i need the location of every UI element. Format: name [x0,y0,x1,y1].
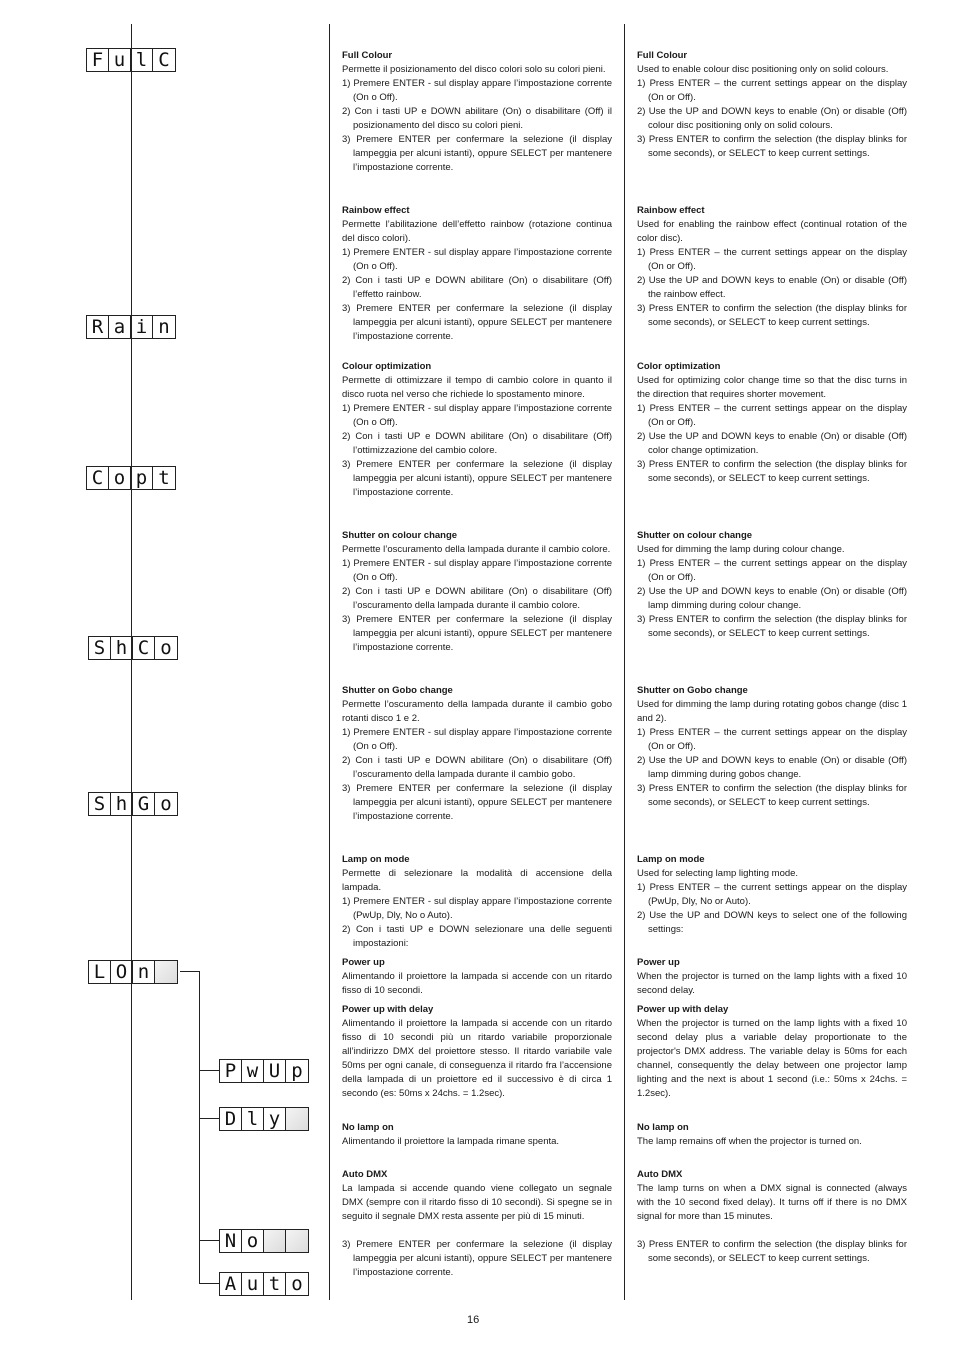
display-char: w [242,1060,264,1082]
display-fulc [86,48,176,72]
option-text: When the projector is turned on the lamp lights with a fixed 10 second delay plus a variable delay proportionate to the projector's DMX address. The variable delay is 50ms for each channel, consequently the delay between one projector lamp lighting and the next is about 1 second (i.e.: 50ms x 24chs. = 1.2sec). [637,1018,907,1099]
section-shutter-gobo-en [637,684,907,810]
option-text: Alimentando il proiettore la lampada si accende con un ritardo fisso di 10 secondi. [342,971,612,996]
section-intro: Used for dimming the lamp during colour change. [637,544,845,555]
section-title: Shutter on colour change [637,530,753,541]
step-3: 3) Press ENTER to confirm the selection (the display blinks for some seconds), or SELECT to keep current settings. [637,783,907,808]
branch-no [199,1240,219,1241]
section-lamp-on-it [342,853,612,951]
display-pwup [219,1059,309,1083]
step-3: 3) Premere ENTER per confermare la selezione (il display lampeggia per alcuni istanti), oppure SELECT per mantenere l’impostazione corrente. [342,614,612,653]
option-pwup-en [637,956,907,998]
section-intro: Permette l’oscuramento della lampada durante il cambio colore. [342,544,611,555]
section-shutter-colour-en [637,529,907,641]
section-title: Rainbow effect [637,205,705,216]
display-char: o [109,467,131,489]
step-3-lamp-it [342,1238,612,1280]
section-title: Full Colour [342,50,393,61]
branch-auto [199,1283,219,1284]
display-char: o [160,637,172,659]
step-3: 3) Premere ENTER per confermare la selezione (il display lampeggia per alcuni istanti), oppure SELECT per mantenere l’impostazione corrente. [342,783,612,822]
section-full-colour-it [342,49,612,175]
display-char: l [242,1108,264,1130]
section-title: Color optimization [637,361,721,372]
display-char: n [158,316,170,338]
section-title: Shutter on colour change [342,530,458,541]
step-1: 1) Press ENTER – the current settings appear on the display (On or Off). [637,78,907,103]
column-divider-right [624,24,625,1300]
display-copt [86,466,176,490]
display-char: A [220,1273,242,1295]
section-intro: Used for enabling the rainbow effect (continual rotation of the color disc). [637,219,907,244]
step-2: 2) Use the UP and DOWN keys to enable (On) or disable (Off) lamp dimming during gobos change. [637,755,907,780]
display-char: u [242,1273,264,1295]
display-char: D [220,1108,242,1130]
step-1: 1) Premere ENTER - sul display appare l’impostazione corrente (On o Off). [342,247,612,272]
display-char [264,1230,286,1252]
display-char: U [264,1060,286,1082]
step-1: 1) Premere ENTER - sul display appare l’impostazione corrente (On o Off). [342,558,612,583]
display-char: S [89,793,111,815]
section-intro: Used to enable colour disc positioning only on solid colours. [637,64,889,75]
option-auto-en [637,1168,907,1224]
step-1: 1) Premere ENTER - sul display appare l’impostazione corrente (On o Off). [342,403,612,428]
menu-tree-trunk [131,24,132,1300]
option-title: Auto DMX [342,1169,388,1180]
display-char [286,1108,308,1130]
option-auto-it [342,1168,612,1224]
display-char: u [109,49,131,71]
step-3-lamp-en [637,1238,907,1266]
branch-dly [199,1118,219,1119]
section-title: Rainbow effect [342,205,410,216]
section-colour-opt-it [342,360,612,500]
step-1: 1) Premere ENTER - sul display appare l’impostazione corrente (On o Off). [342,78,612,103]
section-shutter-gobo-it [342,684,612,824]
display-char: t [264,1273,286,1295]
section-title: Shutter on Gobo change [342,685,453,696]
option-text: Alimentando il proiettore la lampada rimane spenta. [342,1136,560,1147]
step-1: 1) Press ENTER – the current settings appear on the display (On or Off). [637,727,907,752]
section-title: Shutter on Gobo change [637,685,748,696]
section-title: Lamp on mode [637,854,705,865]
option-text: The lamp remains off when the projector is turned on. [637,1136,862,1147]
step-1: 1) Press ENTER – the current settings appear on the display (On or Off). [637,558,907,583]
display-char [155,961,177,983]
display-char: p [131,467,153,489]
display-char: S [89,637,111,659]
option-title: Power up [637,957,680,968]
option-no-en [637,1121,907,1149]
display-char [286,1230,308,1252]
step-2: 2) Con i tasti UP e DOWN selezionare una delle seguenti impostazioni: [342,924,612,949]
step-1: 1) Premere ENTER - sul display appare l’impostazione corrente (PwUp, Dly, No o Auto). [342,896,612,921]
display-char: o [291,1273,303,1295]
step-3: 3) Premere ENTER per confermare la selezione (il display lampeggia per alcuni istanti), oppure SELECT per mantenere l’impostazione corrente. [342,303,612,342]
section-intro: Permette l’abilitazione dell’effetto rainbow (rotazione continua del disco colori). [342,219,612,244]
display-shco [88,636,178,660]
display-char: R [87,316,109,338]
display-char: t [158,467,170,489]
display-char: p [291,1060,303,1082]
display-char: a [109,316,131,338]
step-2: 2) Con i tasti UP e DOWN abilitare (On) o disabilitare (Off) il posizionamento del disco su colori pieni. [342,106,612,131]
option-pwup-it [342,956,612,998]
section-lamp-on-en [637,853,907,937]
section-intro: Used for selecting lamp lighting mode. [637,868,799,879]
step-1: 1) Press ENTER – the current settings appear on the display (PwUp, Dly, No or Auto). [637,882,907,907]
option-no-it [342,1121,612,1149]
step-2: 2) Con i tasti UP e DOWN abilitare (On) o disabilitare (Off) l’effetto rainbow. [342,275,612,300]
step-3: 3) Press ENTER to confirm the selection (the display blinks for some seconds), or SELECT to keep current settings. [637,459,907,484]
option-title: Power up with delay [342,1004,434,1015]
section-intro: Permette l’oscuramento della lampada durante il cambio gobo rotanti disco 1 e 2. [342,699,612,724]
display-char: C [133,637,155,659]
display-char: N [220,1230,242,1252]
display-char: C [87,467,109,489]
display-char: l [131,49,153,71]
section-rainbow-it [342,204,612,344]
section-full-colour-en [637,49,907,161]
display-no [219,1229,309,1253]
display-lon [88,960,178,984]
display-char: G [133,793,155,815]
option-dly-it [342,1003,612,1101]
option-title: No lamp on [637,1122,689,1133]
step-2: 2) Con i tasti UP e DOWN abilitare (On) o disabilitare (Off) l’oscuramento della lampada durante il cambio colore. [342,586,612,611]
display-auto [219,1272,309,1296]
option-text: When the projector is turned on the lamp lights with a fixed 10 second delay. [637,971,907,996]
section-intro: Permette di ottimizzare il tempo di cambio colore in quanto il disco ruota nel verso che richiede lo spostamento minore. [342,375,612,400]
section-colour-opt-en [637,360,907,486]
step-2: 2) Con i tasti UP e DOWN abilitare (On) o disabilitare (Off) l’oscuramento della lampada durante il cambio gobo. [342,755,612,780]
step-3: 3) Premere ENTER per confermare la selezione (il display lampeggia per alcuni istanti), oppure SELECT per mantenere l’impostazione corrente. [342,134,612,173]
section-title: Colour optimization [342,361,432,372]
option-title: No lamp on [342,1122,394,1133]
step-3: 3) Press ENTER to confirm the selection (the display blinks for some seconds), or SELECT to keep current settings. [637,1239,907,1264]
step-1: 1) Press ENTER – the current settings appear on the display (On or Off). [637,403,907,428]
option-dly-en [637,1003,907,1101]
lamp-branch-connector [180,971,200,972]
option-title: Power up with delay [637,1004,729,1015]
step-2: 2) Use the UP and DOWN keys to select one of the following settings: [637,910,907,935]
step-3: 3) Premere ENTER per confermare la selezione (il display lampeggia per alcuni istanti), oppure SELECT per mantenere l’impostazione corrente. [342,459,612,498]
display-shgo [88,792,178,816]
display-char: C [158,49,170,71]
step-3: 3) Press ENTER to confirm the selection (the display blinks for some seconds), or SELECT to keep current settings. [637,614,907,639]
step-2: 2) Use the UP and DOWN keys to enable (On) or disable (Off) color change optimization. [637,431,907,456]
page-number: 16 [467,1314,480,1326]
step-1: 1) Premere ENTER - sul display appare l’impostazione corrente (On o Off). [342,727,612,752]
display-char: o [160,793,172,815]
display-char: O [111,961,133,983]
display-char: F [87,49,109,71]
display-char: i [131,316,153,338]
section-title: Full Colour [637,50,688,61]
display-rain [86,315,176,339]
step-3: 3) Press ENTER to confirm the selection (the display blinks for some seconds), or SELECT to keep current settings. [637,134,907,159]
display-char: h [111,793,133,815]
branch-pwup [199,1070,219,1071]
lamp-branch-trunk [199,971,200,1283]
option-text: Alimentando il proiettore la lampada si accende con un ritardo fisso di 10 secondi più un ritardo variabile proporzionale all’indirizzo DMX del proiettore stesso. Il ritardo variabile vale 50ms per ogni canale, di conseguenza il ritardo fra l’accensione della lampada di un proiettore ed il successivo è di circa 1 secondo (es: 50ms x 24chs. = 1.2sec). [342,1018,612,1099]
step-2: 2) Con i tasti UP e DOWN abilitare (On) o disabilitare (Off) l’ottimizzazione del cambio colore. [342,431,612,456]
display-char: h [111,637,133,659]
section-rainbow-en [637,204,907,330]
step-2: 2) Use the UP and DOWN keys to enable (On) or disable (Off) colour disc positioning only on solid colours. [637,106,907,131]
section-intro: Used for optimizing color change time so that the disc turns in the direction that requires shorter movement. [637,375,907,400]
display-dly [219,1107,309,1131]
option-title: Power up [342,957,385,968]
section-intro: Permette di selezionare la modalità di accensione della lampada. [342,868,612,893]
step-3: 3) Press ENTER to confirm the selection (the display blinks for some seconds), or SELECT to keep current settings. [637,303,907,328]
step-1: 1) Press ENTER – the current settings appear on the display (On or Off). [637,247,907,272]
step-2: 2) Use the UP and DOWN keys to enable (On) or disable (Off) the rainbow effect. [637,275,907,300]
section-shutter-colour-it [342,529,612,655]
section-intro: Used for dimming the lamp during rotating gobos change (disc 1 and 2). [637,699,907,724]
step-2: 2) Use the UP and DOWN keys to enable (On) or disable (Off) lamp dimming during colour change. [637,586,907,611]
option-text: La lampada si accende quando viene collegato un segnale DMX (sempre con il ritardo fisso di 10 secondi). Si spegne se in seguito il segnale DMX resta assente per più di 15 minuti. [342,1183,612,1222]
step-3: 3) Premere ENTER per confermare la selezione (il display lampeggia per alcuni istanti), oppure SELECT per mantenere l’impostazione corrente. [342,1239,612,1278]
display-char: P [220,1060,242,1082]
section-title: Lamp on mode [342,854,410,865]
option-title: Auto DMX [637,1169,683,1180]
display-char: y [264,1108,286,1130]
section-intro: Permette il posizionamento del disco colori solo su colori pieni. [342,64,606,75]
display-char: n [133,961,155,983]
column-divider-left [329,24,330,1300]
option-text: The lamp turns on when a DMX signal is connected (always with the 10 second fixed delay). It turns off if there is no DMX signal for more than 15 minutes. [637,1183,907,1222]
display-char: L [89,961,111,983]
display-char: o [242,1230,264,1252]
